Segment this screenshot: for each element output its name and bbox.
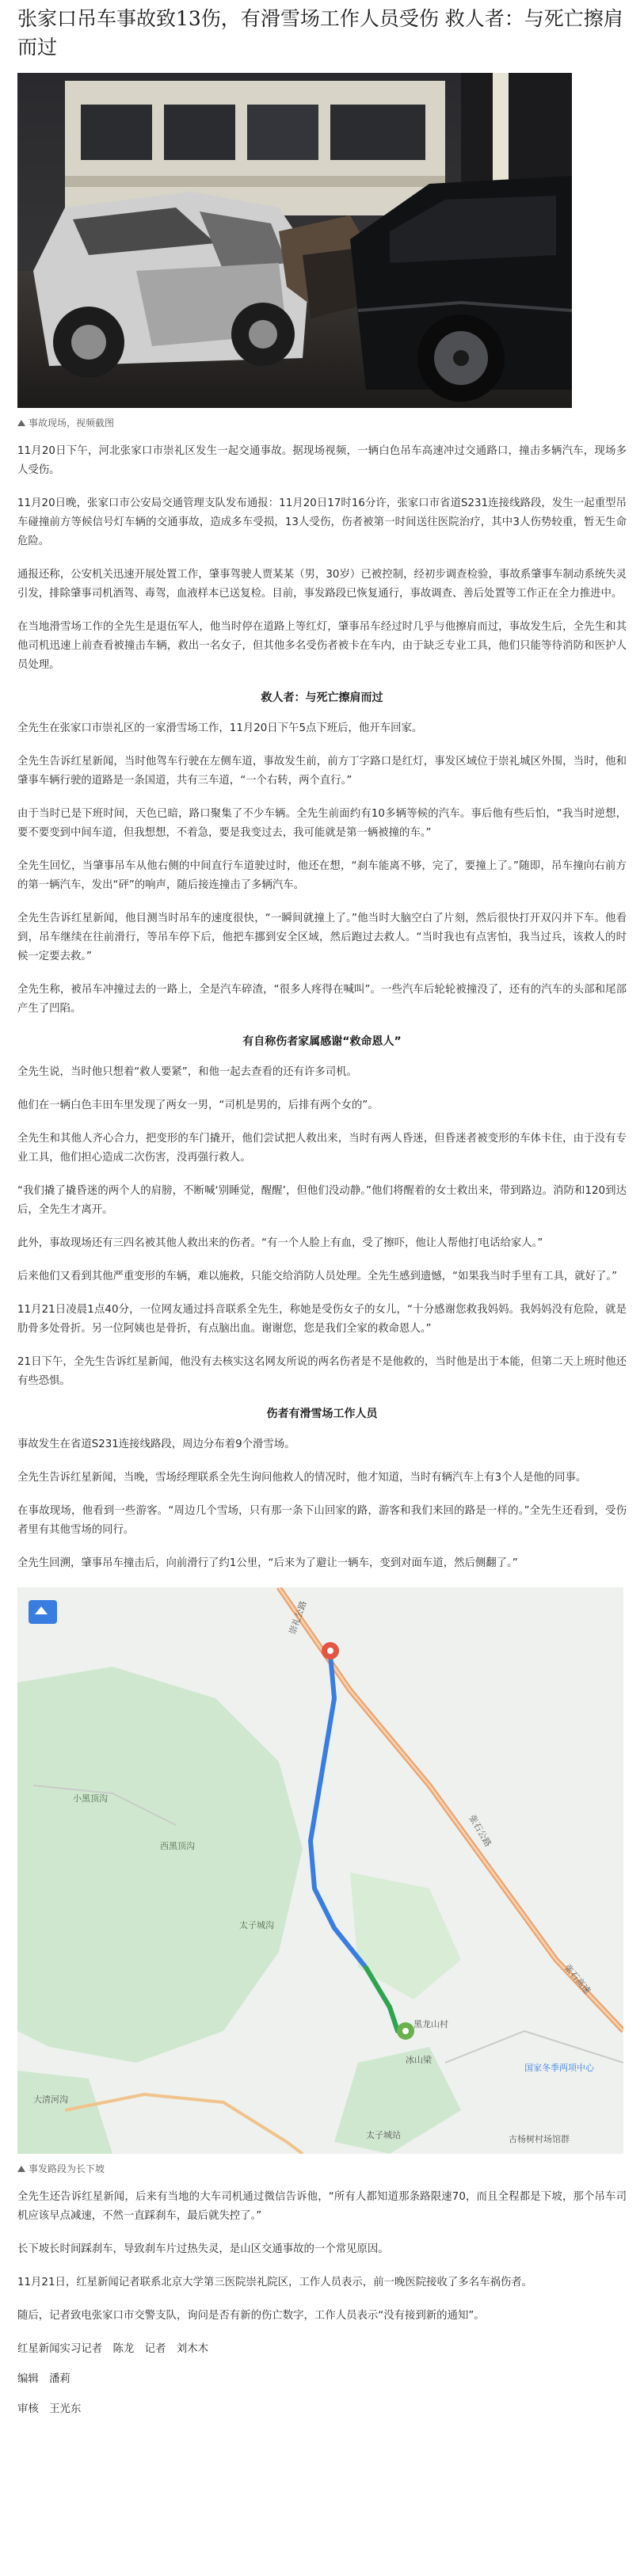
paragraph: 长下坡长时间踩刹车，导致刹车片过热失灵，是山区交通事故的一个常见原因。	[17, 2243, 389, 2255]
paragraph: 此外，事故现场还有三四名被其他人救出来的伤者。“有一个人脸上有血，受了擦吓，他让人帮他打电话给家人。”	[17, 1237, 543, 1249]
paragraph: 全先生告诉红星新闻，当晚，雪场经理联系全先生询问他救人的情况时，他才知道，当时有辆汽车上有3个人是他的同事。	[17, 1472, 587, 1484]
map-label-road-se: 张石高速	[562, 1962, 593, 1996]
paragraph: “我们撬了撬昏迷的两个人的肩膀，不断喊‘别睡觉，醒醒’，但他们没动静。”他们将醒着的女士救出来，带到路边。消防和120到达后，全先生才离开。	[17, 1185, 627, 1216]
paragraph: 通报还称，公安机关迅速开展处置工作，肇事驾驶人贾某某（男，30岁）已被控制，经初步调查检验，事故系肇事车制动系统失灵引发，排除肇事司机酒驾、毒驾，血液样本已送复检。目前，事发路段已恢复通行，事故调查、善后处置等工作正在全力推进中。	[17, 569, 627, 600]
article-title: 张家口吊车事故致13伤，有滑雪场工作人员受伤 救人者：与死亡擦肩而过	[17, 7, 623, 59]
map-label-stadium: 国家冬季两项中心	[524, 2063, 594, 2073]
accident-photo	[17, 73, 572, 408]
map-label-area-center1: 西黑顶沟	[160, 1841, 195, 1851]
map-label-area-se: 古杨树村场馆群	[509, 2134, 570, 2144]
map-figure	[17, 1587, 627, 2175]
map-label-area-s: 太子城站	[366, 2130, 401, 2140]
section-ski-staff	[17, 1435, 627, 1573]
photo-caption	[17, 416, 627, 429]
map-label-road-north: 崇礼公路	[287, 1599, 309, 1637]
paragraph: 全先生告诉红星新闻，当时他驾车行驶在左侧车道，事故发生前，前方丁字路口是红灯，事发区域位于崇礼城区外围，当时，他和肇事车辆行驶的道路是一条国道，共有三车道，“一个右转，两个直行。”	[17, 756, 627, 787]
section-heading: 伤者有滑雪场工作人员	[266, 1408, 378, 1420]
section-rescuer	[17, 719, 627, 1019]
caption-triangle-icon	[17, 420, 25, 426]
section-family	[17, 1063, 627, 1391]
paragraph: 全先生称，被吊车冲撞过去的一路上，全是汽车碎渣，“很多人疼得在喊叫”。一些汽车后轮轮被撞没了，还有的汽车的头部和尾部产生了凹陷。	[17, 984, 627, 1015]
paragraph: 全先生说，当时他只想着“救人要紧”，和他一起去查看的还有许多司机。	[17, 1066, 357, 1078]
map-label-area-west: 小黑顶沟	[73, 1793, 108, 1804]
paragraph: 全先生在张家口市崇礼区的一家滑雪场工作，11月20日下午5点下班后，他开车回家。	[17, 722, 423, 734]
section-closing	[17, 2188, 627, 2326]
paragraph: 全先生回溯，肇事吊车撞击后，向前滑行了约1公里，“后来为了避让一辆车，变到对面车道，然后侧翻了。”	[17, 1557, 518, 1569]
paragraph: 11月20日下午，河北张家口市崇礼区发生一起交通事故。据现场视频，一辆白色吊车高速冲过交通路口，撞击多辆汽车，现场多人受伤。	[17, 445, 627, 476]
paragraph: 事故发生在省道S231连接线路段，周边分布着9个滑雪场。	[17, 1439, 295, 1450]
paragraph: 由于当时已是下班时间，天色已暗，路口聚集了不少车辆。全先生前面约有10多辆等候的汽车。事后他有些后怕，“我当时逆想，要不要变到中间车道，但我想想，不着急，要是我变过去，我可能就是第一辆被撞的车。”	[17, 808, 627, 839]
paragraph: 全先生还告诉红星新闻，后来有当地的大车司机通过微信告诉他，“所有人都知道那条路限速70，而且全程都是下坡，那个吊车司机应该早点减速，不然一直踩刹车，最后就失控了。”	[17, 2191, 627, 2222]
paragraph: 在当地滑雪场工作的全先生是退伍军人，他当时停在道路上等红灯，肇事吊车经过时几乎与他擦肩而过，事故发生后，全先生和其他司机迅速上前查看被撞击车辆，救出一名女子，但其他多名受伤者被卡在车内，由于缺乏专业工具，他们只能等待消防和医护人员处理。	[17, 621, 627, 671]
paragraph: 他们在一辆白色丰田车里发现了两女一男，“司机是男的，后排有两个女的”。	[17, 1099, 379, 1111]
photo-figure	[17, 73, 627, 429]
article-meta	[17, 2340, 627, 2419]
map-label-village: 黑龙山村	[413, 2019, 448, 2029]
paragraph: 11月21日凌晨1点40分，一位网友通过抖音联系全先生，称她是受伤女子的女儿，“十分感谢您救我妈妈。我妈妈没有危险，就是肋骨多处骨折。另一位阿姨也是骨折，有点脑出血。谢谢您，您是我们全家的救命恩人。”	[17, 1304, 627, 1335]
photo-caption-text: 事故现场，视频截图	[29, 417, 115, 429]
section-heading: 救人者：与死亡擦肩而过	[261, 692, 383, 704]
paragraph: 全先生告诉红星新闻，他目测当时吊车的速度很快，“一瞬间就撞上了。”他当时大脑空白了片刻，然后很快打开双闪并下车。他看到，吊车继续在往前滑行，等吊车停下后，他把车挪到安全区域，然后跑过去救人。“当时我也有点害怕，我当过兵，该救人的时候一定要去救。”	[17, 913, 627, 962]
paragraph: 随后，记者致电张家口市交警支队，询问是否有新的伤亡数字，工作人员表示“没有接到新的通知”。	[17, 2310, 485, 2322]
map-caption-text: 事发路段为长下坡	[29, 2163, 105, 2174]
paragraph: 21日下午，全先生告诉红星新闻，他没有去核实这名网友所说的两名伤者是不是他救的，当时他是出于本能，但第二天上班时他还有些恐惧。	[17, 1356, 627, 1387]
route-map	[17, 1587, 623, 2154]
paragraph: 11月21日，红星新闻记者联系北京大学第三医院崇礼院区，工作人员表示，前一晚医院接收了多名车祸伤者。	[17, 2277, 533, 2288]
map-label-area-center2: 太子城沟	[239, 1920, 274, 1930]
paragraph: 全先生和其他人齐心合力，把变形的车门撬开，他们尝试把人救出来，当时有两人昏迷，但昏迷者被变形的车体卡住，由于没有专业工具，他们担心造成二次伤害，没再强行救人。	[17, 1133, 627, 1164]
caption-triangle-icon	[17, 2166, 25, 2172]
paragraph: 后来他们又看到其他严重变形的车辆，难以施救，只能交给消防人员处理。全先生感到遗憾，“如果我当时手里有工具，就好了。”	[17, 1271, 618, 1282]
paragraph: 11月20日晚，张家口市公安局交通管理支队发布通报：11月20日17时16分许，张家口市省道S231连接线路段，发生一起重型吊车碰撞前方等候信号灯车辆的交通事故，造成多车受损，13人受伤，伤者被第一时间送往医院治疗，其中3人伤势较重，暂无生命危险。	[17, 497, 627, 547]
map-label-road-east: 张石公路	[467, 1813, 493, 1849]
paragraph: 在事故现场，他看到一些游客。“周边几个雪场，只有那一条下山回家的路，游客和我们来回的路是一样的。”全先生还看到，受伤者里有其他雪场的同行。	[17, 1505, 627, 1536]
section-intro	[17, 442, 627, 675]
reporter-line: 红星新闻实习记者 陈龙 记者 刘木木	[17, 2343, 209, 2355]
map-caption	[17, 2162, 627, 2175]
map-label-area-sw: 大清河沟	[33, 2094, 68, 2105]
section-heading: 有自称伤者家属感谢“救命恩人”	[242, 1035, 402, 1048]
reviewer-line: 审核 王光东	[17, 2403, 82, 2415]
paragraph: 全先生回忆，当肇事吊车从他右侧的中间直行车道驶过时，他还在想，“刹车能离不够，完了，要撞上了。”随即，吊车撞向右前方的第一辆汽车，发出“砰”的响声，随后接连撞击了多辆汽车。	[17, 860, 627, 891]
map-label-point-b: 冰山梁	[406, 2055, 432, 2065]
editor-line: 编辑 潘莉	[17, 2373, 70, 2385]
